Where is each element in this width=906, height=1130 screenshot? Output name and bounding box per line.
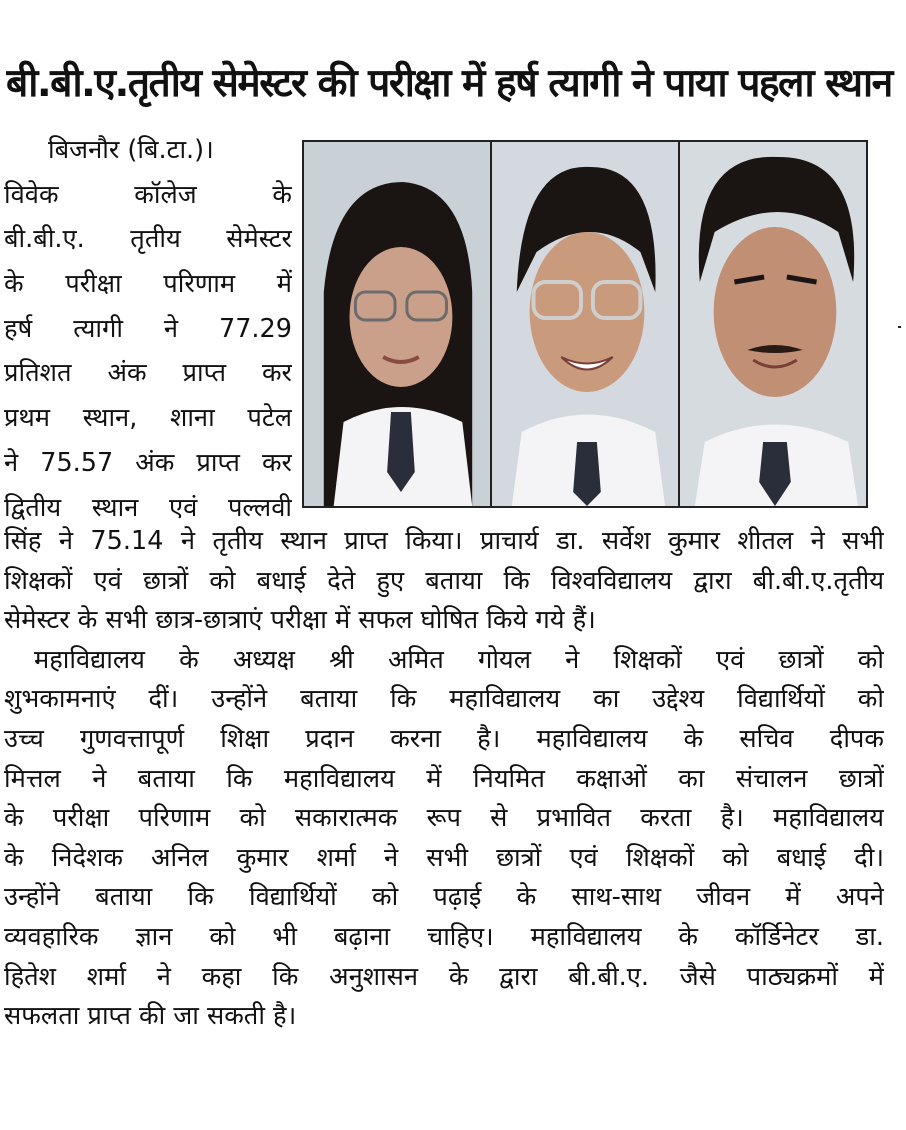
margin-mark — [898, 326, 901, 328]
body-line: महाविद्यालय के अध्यक्ष श्री अमित गोयल ने शिक्षकों एवं छात्रों को — [34, 644, 884, 675]
body-line: शुभकामनाएं दीं। उन्होंने बताया कि महाविद्यालय का उद्देश्य विद्यार्थियों को — [4, 684, 884, 715]
student-photos — [302, 140, 868, 508]
narrow-line: विवेक कॉलेज के — [4, 179, 292, 210]
headline: बी.बी.ए.तृतीय सेमेस्टर की परीक्षा में हर्ष त्यागी ने पाया पहला स्थान — [6, 61, 892, 106]
body-line: के निदेशक अनिल कुमार शर्मा ने सभी छात्रों एवं शिक्षकों को बधाई दी। — [4, 842, 884, 873]
body-line: मित्तल ने बताया कि महाविद्यालय में नियमित कक्षाओं का संचालन छात्रों — [4, 763, 884, 794]
body-line: सफलता प्राप्त की जा सकती है। — [4, 1001, 297, 1032]
photo-student-2 — [492, 142, 680, 506]
body-line: के परीक्षा परिणाम को सकारात्मक रूप से प्रभावित करता है। महाविद्यालय — [4, 803, 884, 834]
body-line: उच्च गुणवत्तापूर्ण शिक्षा प्रदान करना है। महाविद्यालय के सचिव दीपक — [4, 723, 884, 754]
narrow-line: बिजनौर (बि.टा.)। — [48, 135, 214, 165]
narrow-line: ने 75.57 अंक प्राप्त कर — [4, 447, 292, 478]
body-line: सिंह ने 75.14 ने तृतीय स्थान प्राप्त किया। प्राचार्य डा. सर्वेश कुमार शीतल ने सभी — [4, 526, 884, 556]
student-portrait-icon — [680, 142, 866, 506]
narrow-line: प्रथम स्थान, शाना पटेल — [4, 403, 292, 434]
student-portrait-icon — [492, 142, 678, 506]
body-line: हितेश शर्मा ने कहा कि अनुशासन के द्वारा बी.बी.ए. जैसे पाठ्यक्रमों में — [4, 961, 884, 992]
body-line: सेमेस्टर के सभी छात्र-छात्राएं परीक्षा में सफल घोषित किये गये हैं। — [4, 605, 596, 636]
article-body — [4, 522, 884, 1037]
narrow-line: हर्ष त्यागी ने 77.29 — [4, 313, 292, 344]
student-portrait-icon — [304, 142, 490, 506]
narrow-line: द्वितीय स्थान एवं पल्लवी — [4, 492, 292, 523]
photo-student-3 — [680, 142, 866, 506]
body-line: शिक्षकों एवं छात्रों को बधाई देते हुए बताया कि विश्वविद्यालय द्वारा बी.बी.ए.तृतीय — [4, 565, 884, 596]
narrow-column — [4, 128, 292, 530]
narrow-line: प्रतिशत अंक प्राप्त कर — [4, 358, 292, 389]
body-line: व्यवहारिक ज्ञान को भी बढ़ाना चाहिए। महाविद्यालय के कॉर्डिनेटर डा. — [4, 921, 884, 952]
photo-student-1 — [304, 142, 492, 506]
narrow-line: के परीक्षा परिणाम में — [4, 269, 292, 300]
narrow-line: बी.बी.ए. तृतीय सेमेस्टर — [4, 224, 292, 255]
body-line: उन्होंने बताया कि विद्यार्थियों को पढ़ाई के साथ-साथ जीवन में अपने — [4, 882, 884, 913]
